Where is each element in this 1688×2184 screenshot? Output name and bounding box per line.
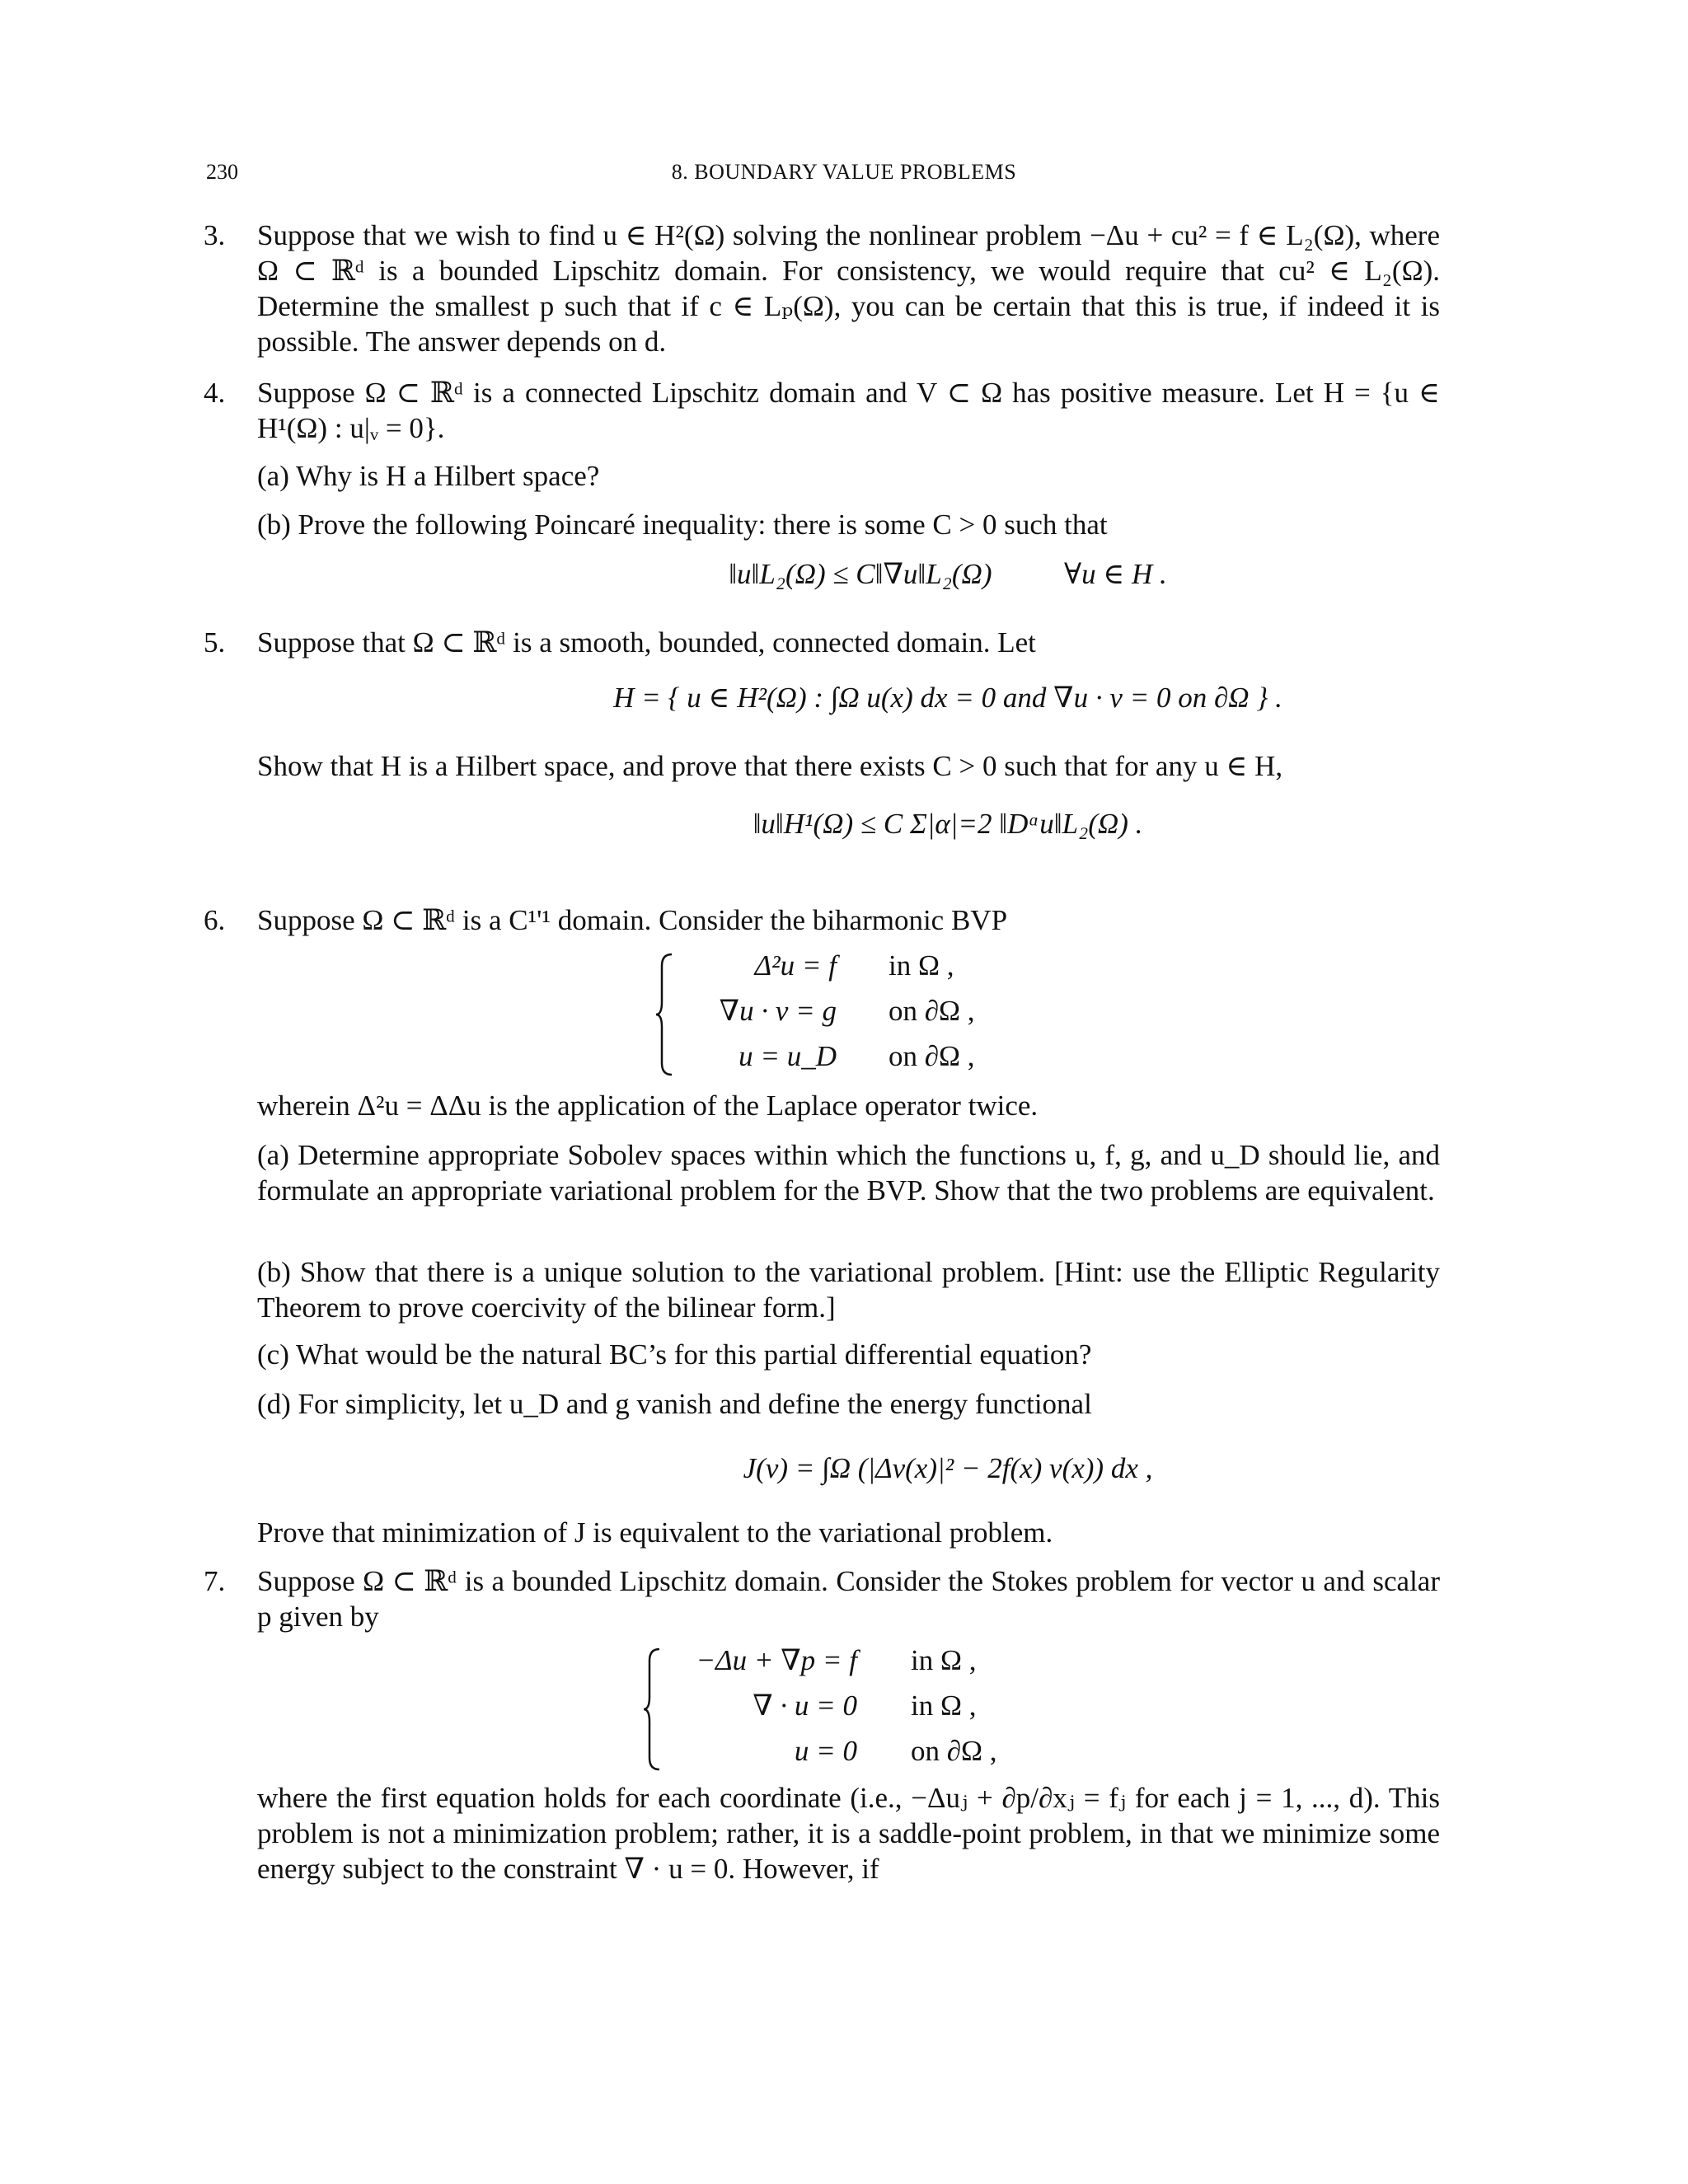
problem-6-part-d: (d) For simplicity, let u_D and g vanish and define the energy functional xyxy=(257,1388,1092,1420)
problem-3-number: 3. xyxy=(204,219,226,251)
running-head: 8. BOUNDARY VALUE PROBLEMS xyxy=(671,160,1017,184)
biharmonic-eq-2-lhs-text: ∇u · ν = g xyxy=(719,995,837,1027)
stokes-system xyxy=(643,1643,1055,1774)
stokes-eq-2-rhs: in Ω , xyxy=(911,1690,977,1722)
problem-6-text-2: wherein Δ²u = ΔΔu is the application of the Laplace operator twice. xyxy=(257,1090,1039,1122)
problem-7-text-2: where the first equation holds for each coordinate (i.e., −Δuⱼ + ∂p/∂xⱼ = fⱼ for each j = 1, ..., d). This problem is not a minimization problem; rather, it is a saddle-point problem, in that we minimize some energy subject to the constraint ∇ · u = 0. However, if xyxy=(257,1782,1440,1885)
stokes-eq-1-lhs xyxy=(659,1643,857,1678)
problem-6-part-b: (b) Show that there is a unique solution to the variational problem. [Hint: use the Elliptic Regularity Theorem to prove coercivity of the bilinear form.] xyxy=(257,1256,1440,1324)
problem-5-number: 5. xyxy=(204,626,226,658)
problem-4-text: Suppose Ω ⊂ ℝᵈ is a connected Lipschitz domain and V ⊂ Ω has positive measure. Let H = {u ∈ H¹(Ω) : u|ᵥ = 0}. xyxy=(257,377,1440,444)
energy-functional xyxy=(206,1451,1688,1486)
problem-7-text: Suppose Ω ⊂ ℝᵈ is a bounded Lipschitz domain. Consider the Stokes problem for vector u and scalar p given by xyxy=(257,1565,1440,1633)
left-brace-icon xyxy=(643,1647,661,1771)
problem-6-text: Suppose Ω ⊂ ℝᵈ is a C¹'¹ domain. Consider the biharmonic BVP xyxy=(257,904,1008,936)
problem-6-part-a: (a) Determine appropriate Sobolev spaces within which the functions u, f, g, and u_D should lie, and formulate an appropriate variational problem for the BVP. Show that the two problems are equivalent. xyxy=(257,1139,1440,1207)
problem-4-part-a: (a) Why is H a Hilbert space? xyxy=(257,460,600,492)
biharmonic-eq-1-rhs: in Ω , xyxy=(889,949,954,982)
biharmonic-eq-1-lhs-text: Δ²u = f xyxy=(754,949,837,982)
biharmonic-system xyxy=(655,948,1067,1080)
biharmonic-eq-3-rhs: on ∂Ω , xyxy=(889,1040,975,1072)
problem-5-text: Suppose that Ω ⊂ ℝᵈ is a smooth, bounded, connected domain. Let xyxy=(257,626,1036,658)
problem-6-part-c: (c) What would be the natural BC’s for this partial differential equation? xyxy=(257,1338,1092,1371)
left-brace-icon xyxy=(655,953,673,1076)
problem-4-part-b: (b) Prove the following Poincaré inequality: there is some C > 0 such that xyxy=(257,509,1108,541)
problem-3-text: Suppose that we wish to find u ∈ H²(Ω) solving the nonlinear problem −Δu + cu² = f ∈ L₂(Ω), where Ω ⊂ ℝᵈ is a bounded Lipschitz domain. For consistency, we would require that cu² ∈ L₂(Ω). Determine the smallest p such that if c ∈ Lₚ(Ω), you can be certain that this is true, if indeed it is possible. The answer depends on d. xyxy=(257,219,1440,358)
energy-functional-text: J(v) = ∫Ω (|Δv(x)|² − 2f(x) v(x)) dx , xyxy=(743,1452,1153,1484)
problem-5-text-2: Show that H is a Hilbert space, and prove that there exists C > 0 such that for any u ∈ H, xyxy=(257,750,1283,782)
poincare-inequality xyxy=(206,556,1688,592)
sobolev-estimate-text: ‖u‖H¹(Ω) ≤ C Σ|α|=2 ‖Dᵅu‖L₂(Ω) . xyxy=(753,808,1143,840)
space-definition-text: H = { u ∈ H²(Ω) : ∫Ω u(x) dx = 0 and ∇u · ν = 0 on ∂Ω } . xyxy=(613,682,1282,714)
sobolev-estimate xyxy=(206,806,1688,841)
problem-6-text-3: Prove that minimization of J is equivalent to the variational problem. xyxy=(257,1516,1053,1549)
biharmonic-eq-2-lhs xyxy=(680,993,837,1029)
stokes-eq-1-rhs: in Ω , xyxy=(911,1644,977,1676)
biharmonic-eq-3-lhs-text: u = u_D xyxy=(738,1040,837,1072)
space-definition-equation xyxy=(206,680,1688,715)
stokes-eq-2-lhs-text: ∇ · u = 0 xyxy=(753,1690,857,1722)
stokes-eq-2-lhs xyxy=(659,1688,857,1723)
stokes-eq-3-lhs xyxy=(659,1733,857,1769)
poincare-equation-text: ‖u‖L₂(Ω) ≤ C‖∇u‖L₂(Ω) ∀u ∈ H . xyxy=(729,558,1167,590)
biharmonic-eq-2-rhs: on ∂Ω , xyxy=(889,995,975,1027)
problem-6-number: 6. xyxy=(204,904,226,936)
biharmonic-eq-1-lhs xyxy=(680,948,837,983)
problem-4-number: 4. xyxy=(204,377,226,409)
biharmonic-eq-3-lhs xyxy=(680,1038,837,1074)
page-number: 230 xyxy=(206,160,238,184)
stokes-eq-3-rhs: on ∂Ω , xyxy=(911,1735,997,1767)
stokes-eq-1-lhs-text: −Δu + ∇p = f xyxy=(696,1644,857,1676)
stokes-eq-3-lhs-text: u = 0 xyxy=(794,1735,857,1767)
problem-7-number: 7. xyxy=(204,1565,226,1597)
